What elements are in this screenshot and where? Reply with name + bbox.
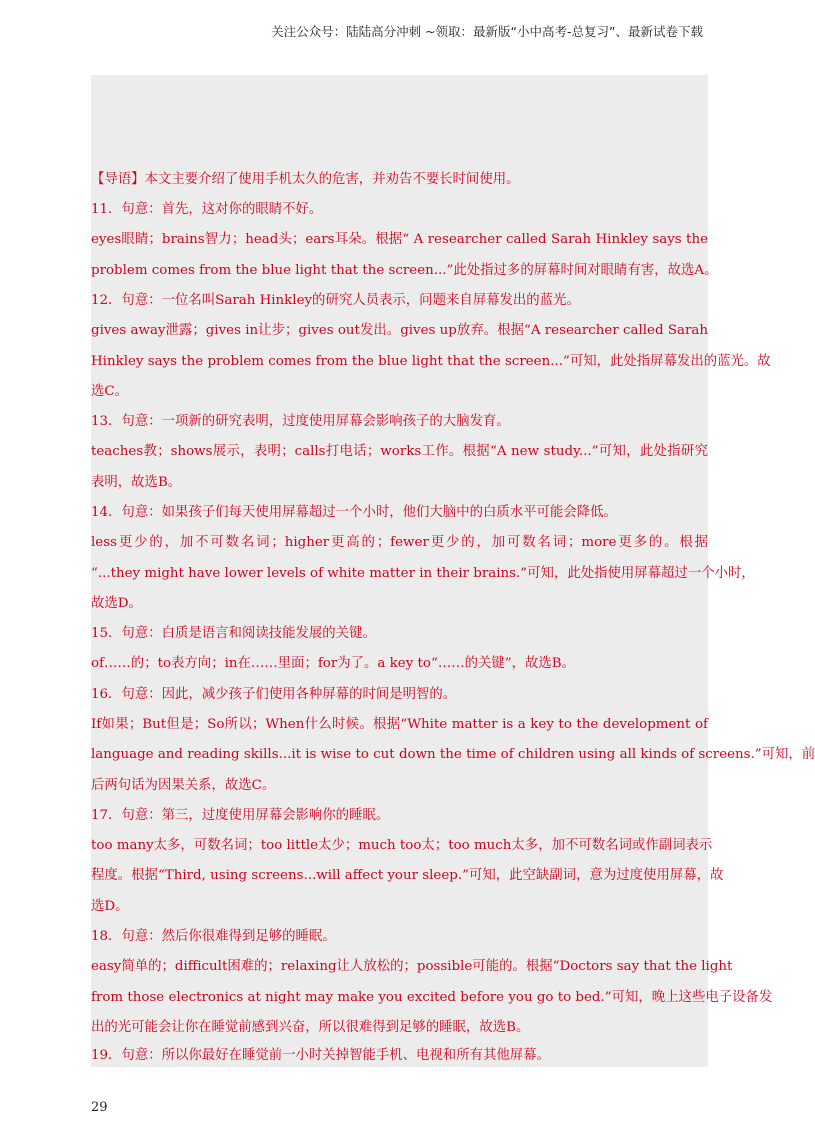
explanation-line: 13．句意：一项新的研究表明，过度使用屏幕会影响孩子的大脑发育。 <box>91 414 510 429</box>
explanation-line: gives away泄露；gives in让步；gives out发出。gives up放弃。根据“A researcher called Sarah <box>91 323 708 338</box>
explanation-line: 选C。 <box>91 384 129 399</box>
explanation-line: language and reading skills...it is wise to cut down the time of children using all kinds of screens.”可知，前 <box>91 747 815 762</box>
explanation-line: from those electronics at night may make you excited before you go to bed.”可知，晚上这些电子设备发 <box>91 990 773 1005</box>
explanation-line: problem comes from the blue light that the screen...”此处指过多的屏幕时间对眼睛有害，故选A。 <box>91 263 718 278</box>
explanation-line: 表明，故选B。 <box>91 475 182 490</box>
page-header: 关注公众号：陆陆高分冲刺 ~领取：最新版“小中高考-总复习”、最新试卷下载 <box>271 24 703 39</box>
explanation-line: 19．句意：所以你最好在睡觉前一小时关掉智能手机、电视和所有其他屏幕。 <box>91 1048 550 1063</box>
explanation-line: 12．句意：一位名叫Sarah Hinkley的研究人员表示，问题来自屏幕发出的蓝光。 <box>91 293 580 308</box>
explanation-line: too many太多，可数名词；too little太少；much too太；too much太多，加不可数名词或作副词表示 <box>91 838 713 853</box>
explanation-line: eyes眼睛；brains智力；head头；ears耳朵。根据“ A researcher called Sarah Hinkley says the <box>91 232 708 247</box>
explanation-line: of……的；to表方向；in在……里面；for为了。a key to“……的关键”，故选B。 <box>91 656 576 671</box>
intro-line: 【导语】本文主要介绍了使用手机太久的危害，并劝告不要长时间使用。 <box>91 172 520 187</box>
explanation-line: less更少的，加不可数名词；higher更高的；fewer更少的，加可数名词；more更多的。根据 <box>91 535 708 550</box>
explanation-line: 出的光可能会让你在睡觉前感到兴奋，所以很难得到足够的睡眠，故选B。 <box>91 1020 530 1035</box>
explanation-line: Hinkley says the problem comes from the blue light that the screen...”可知，此处指屏幕发出的蓝光。故 <box>91 354 771 369</box>
answer-explanation-block <box>91 75 815 1067</box>
page-number: 29 <box>91 1100 108 1115</box>
explanation-line: teaches教；shows展示，表明；calls打电话；works工作。根据“A new study...”可知，此处指研究 <box>91 444 708 459</box>
explanation-line: If如果；But但是；So所以；When什么时候。根据“White matter is a key to the development of <box>91 717 708 732</box>
explanation-line: 选D。 <box>91 899 129 914</box>
explanation-line: 18．句意：然后你很难得到足够的睡眠。 <box>91 929 336 944</box>
explanation-line: 11．句意：首先，这对你的眼睛不好。 <box>91 202 323 217</box>
explanation-line: 15．句意：白质是语言和阅读技能发展的关键。 <box>91 626 376 641</box>
explanation-line: 程度。根据“Third, using screens...will affect your sleep.”可知，此空缺副词，意为过度使用屏幕，故 <box>91 868 724 883</box>
explanation-line: easy简单的；difficult困难的；relaxing让人放松的；possible可能的。根据“Doctors say that the light <box>91 959 733 974</box>
explanation-line: 16．句意：因此，减少孩子们使用各种屏幕的时间是明智的。 <box>91 687 457 702</box>
explanation-line: 14．句意：如果孩子们每天使用屏幕超过一个小时，他们大脑中的白质水平可能会降低。 <box>91 505 617 520</box>
explanation-line: 后两句话为因果关系，故选C。 <box>91 778 276 793</box>
explanation-line: 17．句意：第三，过度使用屏幕会影响你的睡眠。 <box>91 808 390 823</box>
explanation-line: “...they might have lower levels of white matter in their brains.”可知，此处指使用屏幕超过一个小时， <box>91 566 755 581</box>
explanation-line: 故选D。 <box>91 596 142 611</box>
